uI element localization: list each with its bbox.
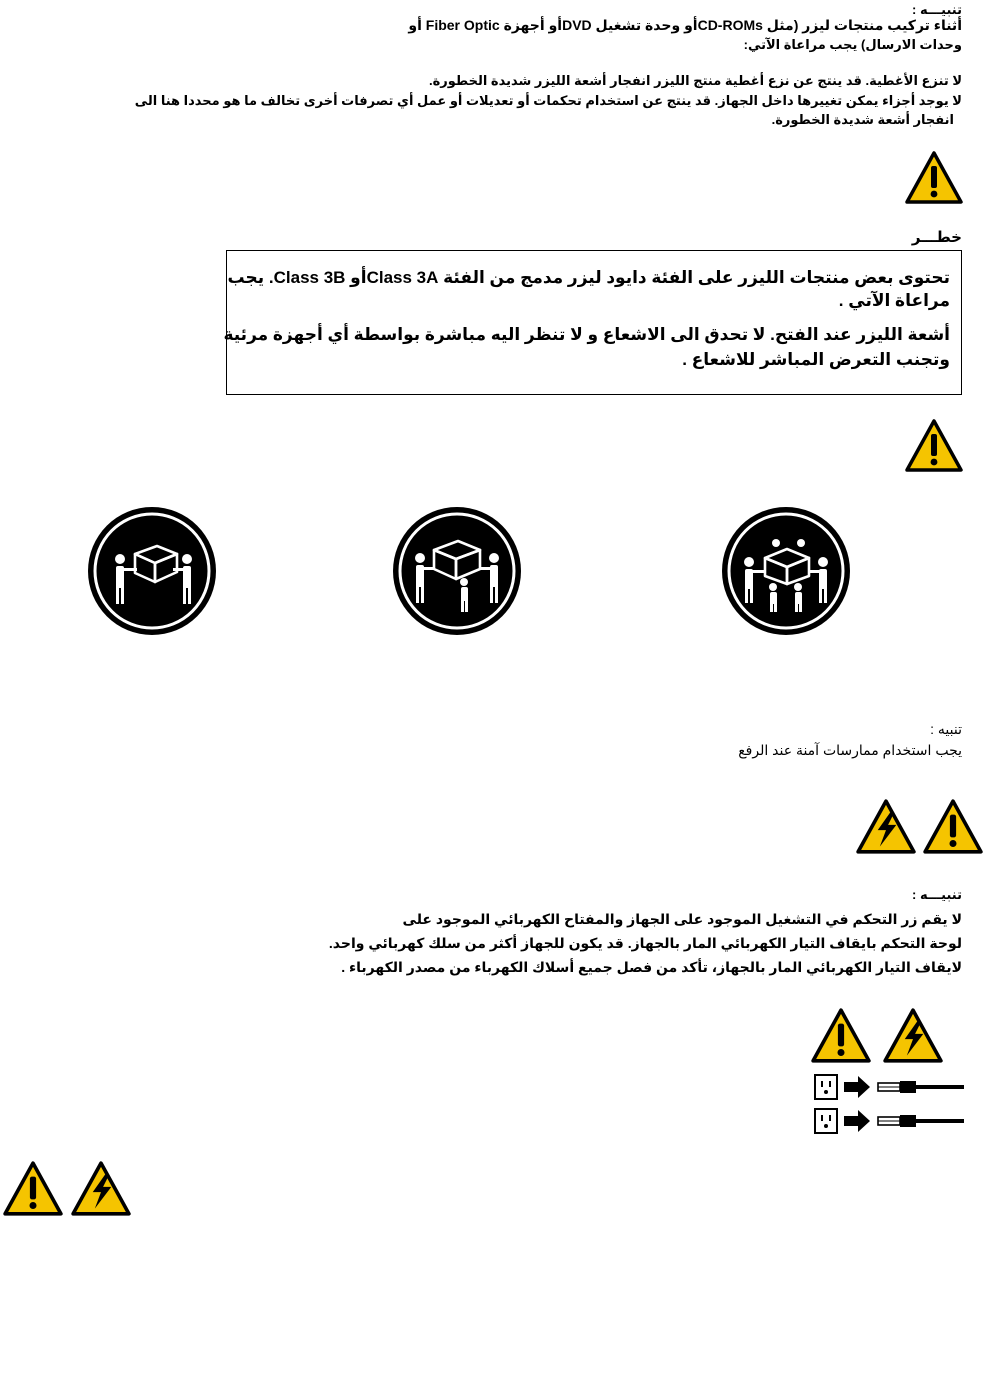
electrical-hazard-icon	[70, 1160, 132, 1218]
power-caution-line-1: لا يقم زر التحكم في التشغيل الموجود على الجهاز والمفتاح الكهربائي الموجود على	[402, 911, 962, 927]
laser-caution-line-5: انفجار أشعة شديدة الخطورة.	[771, 112, 954, 127]
electrical-hazard-icon	[855, 798, 917, 856]
warning-triangle-icon	[922, 798, 984, 856]
laser-danger-line-3: أشعة الليزر عند الفتح. لا تحدق الى الاشعاع و لا تنظر اليه مباشرة بواسطة أي أجهزة مرئية	[223, 325, 950, 344]
laser-danger-line-4: وتجنب التعرض المباشر للاشعاع .	[682, 350, 950, 369]
lifting-caution-line-1: يجب استخدام ممارسات آمنة عند الرفع	[738, 742, 962, 758]
laser-danger-line-2: مراعاة الآتي .	[838, 291, 950, 310]
laser-caution-line-3: لا تنزع الأغطية. قد ينتج عن نزع أغطية منتج الليزر انفجار أشعة الليزر شديدة الخطورة.	[429, 73, 962, 88]
power-caution-line-2: لوحة التحكم بايقاف التيار الكهربائي المار بالجهاز. قد يكون للجهاز أكثر من سلك كهربائي واحد.	[328, 935, 962, 951]
electrical-hazard-icon	[882, 1007, 944, 1065]
laser-caution-line-2: وحدات الارسال) يجب مراعاة الآتي:	[743, 37, 962, 52]
warning-triangle-icon	[2, 1160, 64, 1218]
power-caution-heading: تنبيـــه :	[912, 887, 962, 902]
laser-danger-box	[223, 250, 962, 395]
laser-danger-heading: خطـــر	[911, 229, 962, 246]
lifting-caution-heading: تنبيه :	[930, 721, 962, 737]
unplug-power-cord-icon	[814, 1107, 964, 1135]
laser-danger-line-1: تحتوى بعض منتجات الليزر على الفئة دايود ليزر مدمج من الفئة Class 3Aأو Class 3B. يجب	[227, 268, 950, 287]
warning-triangle-icon	[810, 1007, 872, 1065]
laser-caution-line-4: لا يوجد أجزاء يمكن تغييرها داخل الجهاز. قد ينتج عن استخدام تحكمات أو تعديلات أو عمل أي تصرفات أخرى تخالف ما هو محددا هنا الى	[134, 93, 962, 108]
laser-caution-line-1: أثناء تركيب منتجات ليزر (مثل CD-ROMsأو وحدة تشغيل DVDأو أجهزة Fiber Optic أو	[408, 17, 962, 33]
two-person-lift-icon	[87, 506, 217, 636]
laser-caution-heading: تنبيـــه :	[912, 2, 962, 17]
warning-triangle-icon	[904, 150, 964, 206]
three-person-lift-icon	[392, 506, 522, 636]
unplug-power-cord-icon	[814, 1073, 964, 1101]
warning-triangle-icon	[904, 418, 964, 474]
four-person-lift-icon	[721, 506, 851, 636]
power-caution-line-3: لايقاف التيار الكهربائي المار بالجهاز، تأكد من فصل جميع أسلاك الكهرباء من مصدر الكهرباء .	[341, 959, 962, 975]
